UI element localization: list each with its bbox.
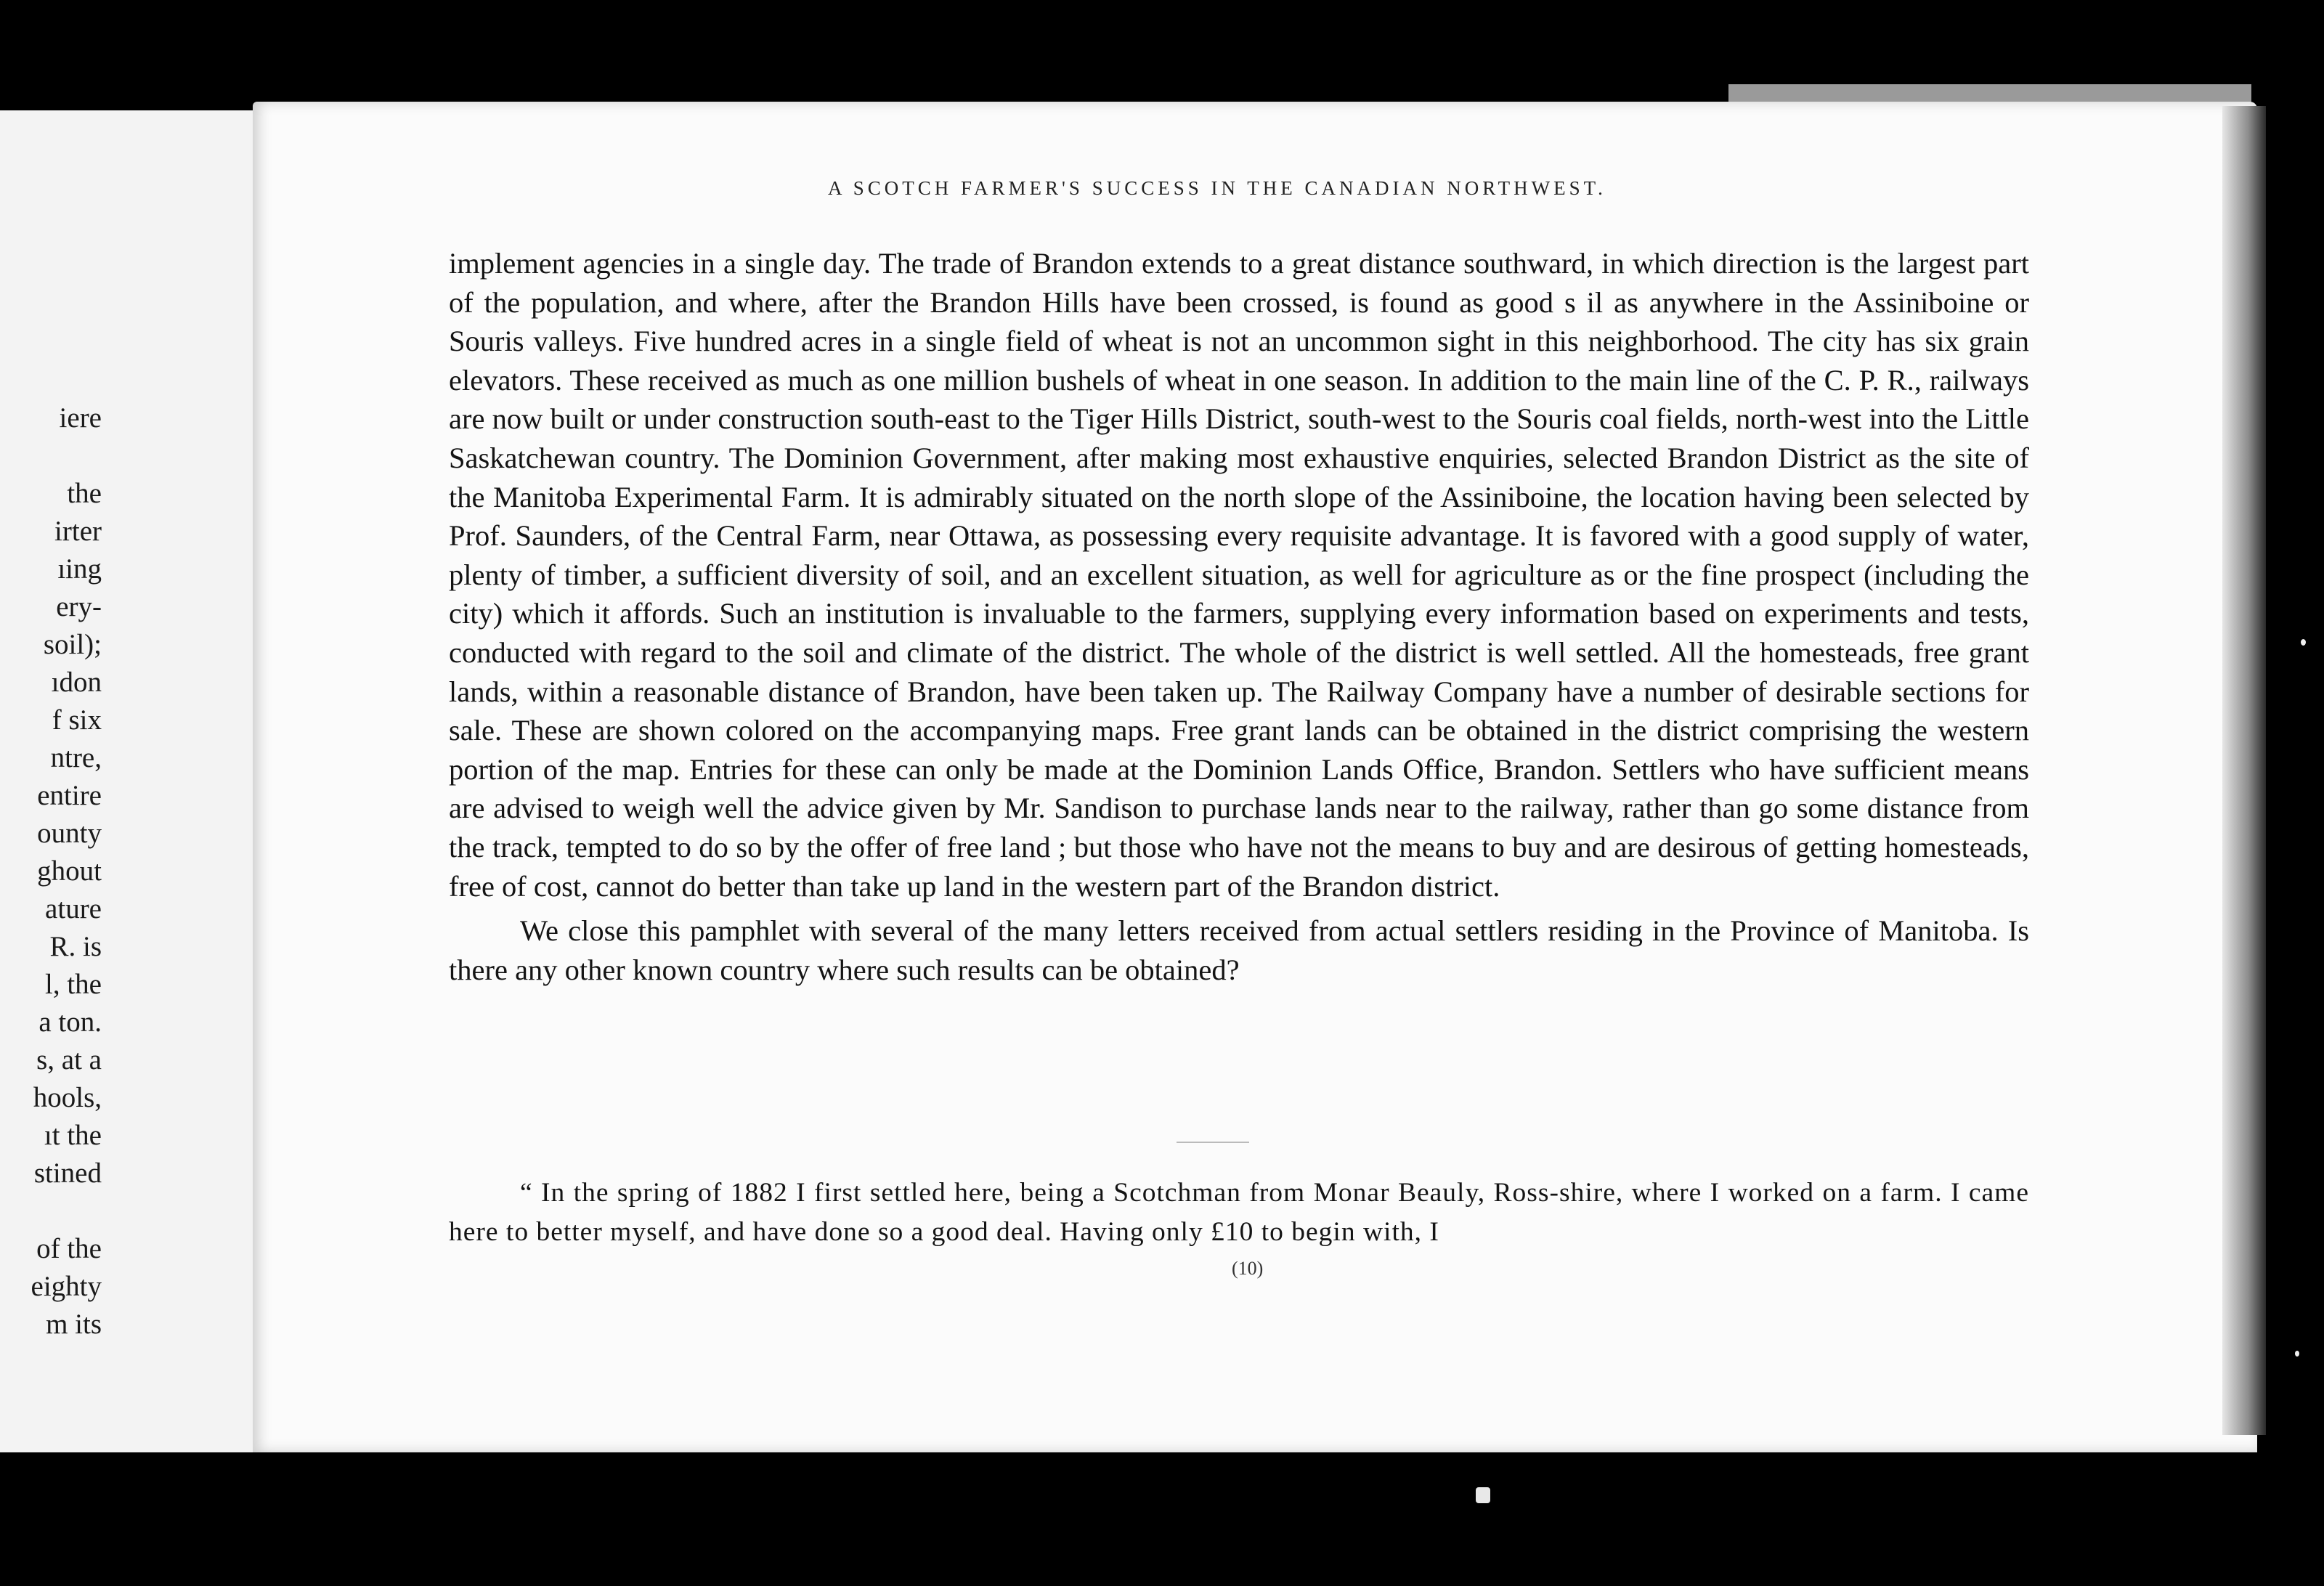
left-page-word: entire (37, 780, 102, 811)
left-page-word: the (67, 478, 102, 509)
left-page-word: stined (33, 1158, 102, 1189)
left-page-word: l, the (45, 969, 102, 1000)
left-page-word: ature (45, 893, 102, 924)
page-number: (10) (1232, 1258, 1264, 1279)
left-page-word: iere (59, 402, 102, 434)
letter-paragraph: “ In the spring of 1882 I first settled here, being a Scotchman from Monar Beauly, Ross-shire, where I worked on a farm. I came here to better myself, and have done so a good deal. Having only £10 to begin with, I (449, 1178, 2029, 1247)
scan-speck (2295, 1351, 2299, 1357)
section-divider (1177, 1142, 1249, 1143)
left-page-word: ounty (37, 818, 102, 849)
paragraph: We close this pamphlet with several of the many letters received from actual settlers residing in the Province of Manitoba. Is there any other known country where such results can be obtained? (449, 914, 2029, 986)
scan-artifact (1476, 1487, 1490, 1503)
left-page-word (0, 437, 102, 475)
left-page-word: ghout (37, 855, 102, 887)
left-page-word: m its (46, 1309, 102, 1340)
left-page-fragment (0, 110, 282, 1452)
left-page-word (0, 1192, 102, 1230)
left-page-word: soil); (43, 629, 102, 660)
left-page-word: hools, (33, 1082, 102, 1113)
body-text (449, 244, 2029, 989)
left-page-text (0, 399, 102, 1343)
left-page-word: irter (54, 516, 102, 547)
left-page-word: a ton. (38, 1006, 102, 1038)
left-page-word: eighty (31, 1271, 102, 1302)
letter-excerpt (449, 1174, 2029, 1252)
paragraph: implement agencies in a single day. The trade of Brandon extends to a great distance southward, in which direction is the largest part of the population, and where, after the Brandon Hills have been crossed, is found as good s il as anywhere in the Assiniboine or Souris valleys. Five hundred acres in a single field of wheat is not an uncommon sight in this neighborhood. The city has six grain elevators. These received as much as one million bushels of wheat in one season. In addition to the main line of the C. P. R., railways are now built or under construction south-east to the Tiger Hills District, south-west to the Souris coal fields, north-west into the Little Saskatchewan country. The Dominion Government, after making most exhaustive enquiries, selected Brandon District as the site of the Manitoba Experimental Farm. It is admirably situated on the north slope of the Assiniboine, the location having been selected by Prof. Saunders, of the Central Farm, near Ottawa, as possessing every requisite advantage. It is favored with a good supply of water, plenty of timber, a sufficient diversity of soil, and an excellent situation, as well for agriculture as or the fine prospect (including the city) which it affords. Such an institution is invaluable to the farmers, supplying every information based on experiments and tests, conducted with regard to the soil and climate of the district. The whole of the district is well settled. All the homesteads, free grant lands, within a reasonable distance of Brandon, have been taken up. The Railway Company have a number of desirable sections for sale. These are shown colored on the accompanying maps. Free grant lands can be obtained in the district comprising the western portion of the map. Entries for these can only be made at the Dominion Lands Office, Brandon. Settlers who have sufficient means are advised to weigh well the advice given by Mr. Sandison to purchase lands near to the railway, rather than go some distance from the track, tempted to do so by the offer of free land ; but those who have not the means to buy and are desirous of getting homesteads, free of cost, cannot do better than take up land in the western part of the Brandon district. (449, 247, 2029, 903)
left-page-word: ıing (57, 553, 102, 585)
left-page-word: R. is (49, 931, 102, 962)
scan-speck (2301, 639, 2306, 646)
page-edge-right (2222, 106, 2266, 1435)
left-page-word: ntre, (50, 742, 102, 773)
left-page-word: of the (36, 1233, 102, 1264)
left-page-word: ıt the (44, 1120, 102, 1151)
left-page-word: ıdon (51, 667, 102, 698)
left-page-word: f six (52, 704, 102, 736)
left-page-word: ery- (56, 591, 102, 622)
running-head: A SCOTCH FARMER'S SUCCESS IN THE CANADIAN NORTHWEST. (828, 177, 1606, 199)
left-page-word: s, at a (36, 1044, 102, 1075)
